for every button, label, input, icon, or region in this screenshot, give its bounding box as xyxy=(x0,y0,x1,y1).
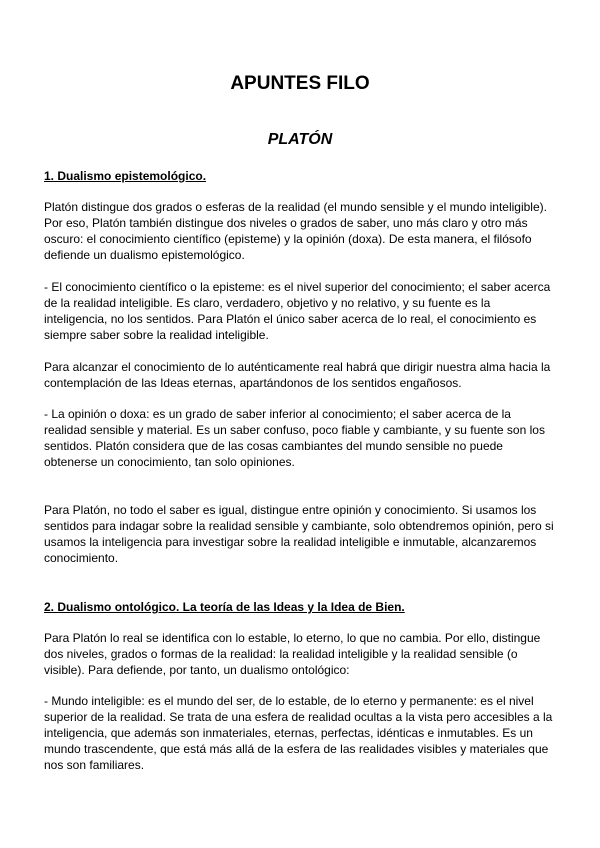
text-line: nos son familiares. xyxy=(44,758,145,772)
text-line: usamos la inteligencia para investigar sobre la realidad inteligible e inmutable, alcanzaremos xyxy=(44,535,537,549)
text-line: Para alcanzar el conocimiento de lo auténticamente real habrá que dirigir nuestra alma hacia la xyxy=(44,360,551,374)
paragraph xyxy=(44,693,564,773)
text-line: realidad sensible y material. Es un saber confuso, poco fiable y cambiante, y su fuente son los xyxy=(44,423,545,437)
text-line: sentidos para indagar sobre la realidad sensible y cambiante, solo obtendremos opinión, pero si xyxy=(44,519,554,533)
text-line: contemplación de las Ideas eternas, apartándonos de los sentidos engañosos. xyxy=(44,376,462,390)
paragraph xyxy=(44,502,564,566)
section-heading-epistemological-dualism: 1. Dualismo epistemológico. xyxy=(44,169,207,183)
text-line: Por eso, Platón también distingue dos niveles o grados de saber, uno más claro y otro más xyxy=(44,216,528,230)
text-line: dos niveles, grados o formas de la realidad: la realidad inteligible y la realidad sensible (o xyxy=(44,647,518,661)
text-line: Platón distingue dos grados o esferas de la realidad (el mundo sensible y el mundo inteligible). xyxy=(44,200,547,214)
text-line: obtenerse un conocimiento, tan solo opiniones. xyxy=(44,455,295,469)
text-line: de la realidad inteligible. Es claro, verdadero, objetivo y no relativo, y su fuente es la xyxy=(44,296,491,310)
text-line: mundo trascendente, que está más allá de la esfera de las realidades visibles y materiales que xyxy=(44,742,549,756)
text-line: sentidos. Platón considera que de las cosas cambiantes del mundo sensible no puede xyxy=(44,439,503,453)
text-line: defiende un dualismo epistemológico. xyxy=(44,248,245,262)
section-heading-ontological-dualism: 2. Dualismo ontológico. La teoría de las Ideas y la Idea de Bien. xyxy=(44,600,405,614)
text-line: - Mundo inteligible: es el mundo del ser, de lo estable, de lo eterno y permanente: es el nivel xyxy=(44,694,534,708)
paragraph xyxy=(44,199,564,263)
text-line: inteligencia, no los sentidos. Para Platón el único saber acerca de lo real, el conocimiento es xyxy=(44,312,537,326)
text-line: Para Platón lo real se identifica con lo estable, lo eterno, lo que no cambia. Por ello, distingue xyxy=(44,631,541,645)
text-line: siempre saber sobre la realidad inteligible. xyxy=(44,328,269,342)
text-line: Para Platón, no todo el saber es igual, distingue entre opinión y conocimiento. Si usamos los xyxy=(44,503,537,517)
text-line: - La opinión o doxa: es un grado de saber inferior al conocimiento; el saber acerca de la xyxy=(44,407,511,421)
paragraph xyxy=(44,630,564,678)
paragraph xyxy=(44,359,564,391)
text-line: superior de la realidad. Se trata de una esfera de realidad ocultas a la vista pero accesibles a la xyxy=(44,710,553,724)
text-line: - El conocimiento científico o la episteme: es el nivel superior del conocimiento; el saber acerca xyxy=(44,280,551,294)
text-line: inteligencia, que además son inmateriales, eternas, perfectas, idénticas e inmutables. Es un xyxy=(44,726,533,740)
text-line: oscuro: el conocimiento científico (episteme) y la opinión (doxa). De esta manera, el filósofo xyxy=(44,232,532,246)
paragraph xyxy=(44,279,564,343)
text-line: visible). Para defiende, por tanto, un dualismo ontológico: xyxy=(44,663,350,677)
document-title: APUNTES FILO xyxy=(230,73,370,94)
document-subtitle: PLATÓN xyxy=(267,131,333,148)
paragraph xyxy=(44,406,564,470)
text-line: conocimiento. xyxy=(44,551,119,565)
